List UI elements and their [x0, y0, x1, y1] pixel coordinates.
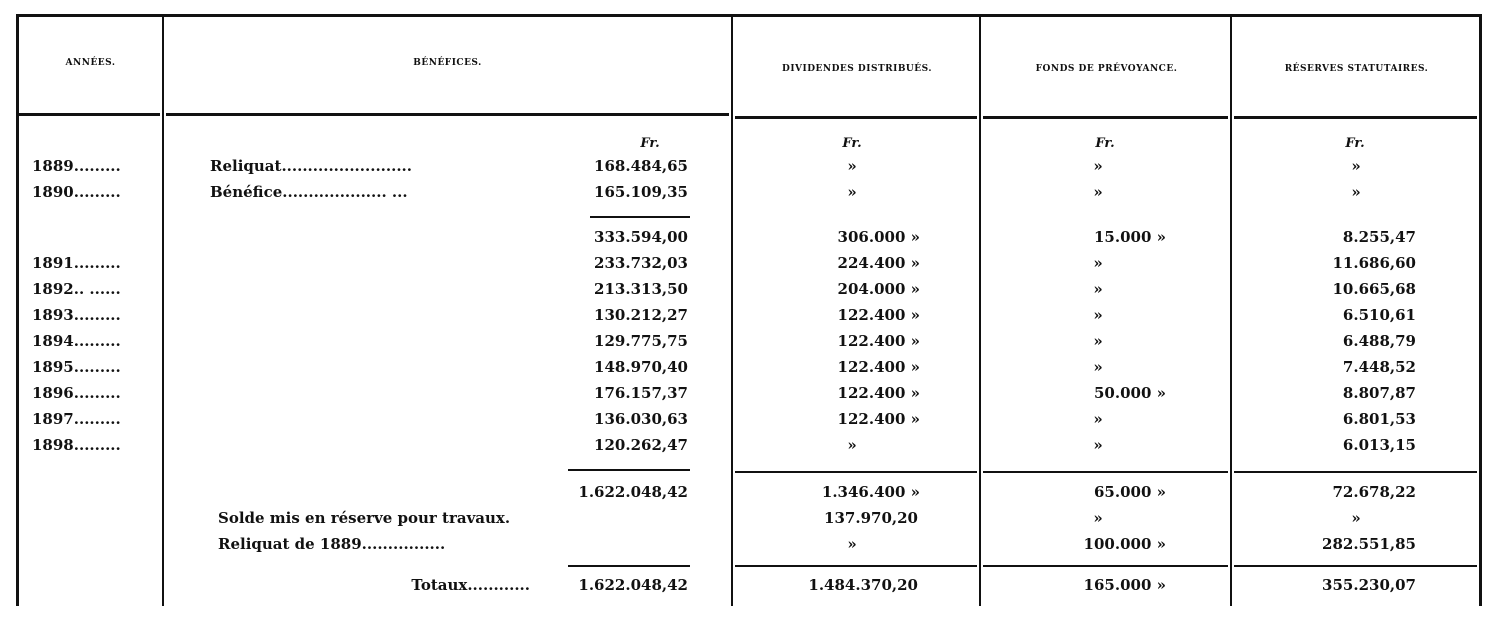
- cell-provident: »: [1093, 436, 1103, 454]
- cell-benefits: 120.262,47: [594, 436, 688, 454]
- header-provident: FONDS DE PRÉVOYANCE.: [1035, 64, 1178, 74]
- subtotal-provident: 65.000 »: [1093, 483, 1166, 501]
- cell-benefits: 333.594,00: [594, 228, 688, 246]
- cell-reserves: 10.665,68: [1332, 280, 1416, 298]
- header-years: ANNÉES.: [65, 58, 116, 68]
- cell-benefits: 233.732,03: [594, 254, 688, 272]
- cell-desc: Reliquat.........................: [210, 157, 413, 175]
- cell-year: 1895.........: [32, 358, 121, 376]
- subtotal-reserves: 72.678,22: [1332, 483, 1416, 501]
- cell-provident: 15.000 »: [1093, 228, 1166, 246]
- cell-benefits: 136.030,63: [594, 410, 688, 428]
- table-row: [0, 531, 1501, 557]
- cell-year: 1890.........: [32, 183, 121, 201]
- total-rule-reserves: [1234, 565, 1477, 567]
- cell-year: 1891.........: [32, 254, 121, 272]
- sum-rule-provident: [983, 471, 1228, 473]
- unit-dividends: Fr.: [842, 136, 862, 151]
- unit-reserves: Fr.: [1345, 136, 1365, 151]
- total-provident: 165.000 »: [1083, 576, 1166, 594]
- cell-dividends: 122.400 »: [837, 384, 920, 402]
- cell-reserves: 7.448,52: [1342, 358, 1416, 376]
- cell-provident: »: [1093, 410, 1103, 428]
- cell-year: 1897.........: [32, 410, 121, 428]
- total-benefits: 1.622.048,42: [578, 576, 688, 594]
- cell-year: 1898.........: [32, 436, 121, 454]
- header-reserves: RÉSERVES STATUTAIRES.: [1284, 64, 1429, 74]
- sum-rule-reserves: [1234, 471, 1477, 473]
- cell-reserves: 11.686,60: [1332, 254, 1416, 272]
- total-reserves: 355.230,07: [1322, 576, 1416, 594]
- cell-provident: 100.000 »: [1083, 535, 1166, 553]
- cell-benefits: 130.212,27: [594, 306, 688, 324]
- cell-provident: »: [1093, 183, 1103, 201]
- total-rule-benefits: [568, 565, 690, 567]
- table-row: [0, 505, 1501, 531]
- cell-dividends: 137.970,20: [824, 509, 918, 527]
- cell-year: 1892.. ......: [32, 280, 121, 298]
- table-row: [0, 354, 1501, 380]
- cell-dividends: 122.400 »: [837, 306, 920, 324]
- cell-reserves: 8.255,47: [1342, 228, 1416, 246]
- cell-dividends: »: [847, 436, 857, 454]
- cell-reserves: 6.013,15: [1342, 436, 1416, 454]
- subtotal-dividends: 1.346.400 »: [821, 483, 920, 501]
- cell-dividends: 204.000 »: [837, 280, 920, 298]
- cell-desc: Reliquat de 1889................: [218, 535, 446, 553]
- totals-row: [0, 572, 1501, 598]
- cell-desc: Bénéfice.................... ...: [210, 183, 408, 201]
- table-row: [0, 250, 1501, 276]
- cell-year: [32, 224, 162, 250]
- sum-rule-1: [590, 216, 690, 218]
- unit-benefits: Fr.: [640, 136, 660, 151]
- header-rule-dividends: [735, 116, 977, 119]
- cell-dividends: »: [847, 157, 857, 175]
- top-rule: [16, 14, 1482, 17]
- total-dividends: 1.484.370,20: [808, 576, 918, 594]
- table-row: [0, 328, 1501, 354]
- cell-year: 1896.........: [32, 384, 121, 402]
- cell-dividends: 122.400 »: [837, 410, 920, 428]
- cell-provident: »: [1093, 332, 1103, 350]
- cell-benefits: 168.484,65: [594, 157, 688, 175]
- cell-reserves: »: [1351, 509, 1361, 527]
- cell-benefits: 165.109,35: [594, 183, 688, 201]
- total-rule-dividends: [735, 565, 977, 567]
- table-row: [0, 276, 1501, 302]
- table-row: [0, 179, 1501, 205]
- header-dividends: DIVIDENDES DISTRIBUÉS.: [782, 64, 932, 74]
- cell-provident: »: [1093, 280, 1103, 298]
- cell-provident: 50.000 »: [1093, 384, 1166, 402]
- cell-dividends: »: [847, 535, 857, 553]
- cell-reserves: 6.801,53: [1342, 410, 1416, 428]
- cell-year: 1893.........: [32, 306, 121, 324]
- cell-reserves: 6.488,79: [1342, 332, 1416, 350]
- cell-provident: »: [1093, 306, 1103, 324]
- total-rule-provident: [983, 565, 1228, 567]
- cell-dividends: 306.000 »: [837, 228, 920, 246]
- header-rule-provident: [983, 116, 1228, 119]
- table-row: [0, 302, 1501, 328]
- cell-benefits: 148.970,40: [594, 358, 688, 376]
- cell-benefits: 176.157,37: [594, 384, 688, 402]
- cell-reserves: 8.807,87: [1342, 384, 1416, 402]
- table-row: [0, 153, 1501, 179]
- table-row: [0, 406, 1501, 432]
- table-row: [0, 380, 1501, 406]
- cell-provident: »: [1093, 157, 1103, 175]
- sum-rule-benefits: [568, 469, 690, 471]
- subtotal-row: [0, 479, 1501, 505]
- header-benefits: BÉNÉFICES.: [413, 58, 482, 68]
- cell-dividends: 224.400 »: [837, 254, 920, 272]
- table-row: [0, 224, 1501, 250]
- cell-dividends: 122.400 »: [837, 332, 920, 350]
- cell-reserves: 282.551,85: [1322, 535, 1416, 553]
- cell-reserves: »: [1351, 157, 1361, 175]
- cell-desc: Solde mis en réserve pour travaux.: [218, 509, 511, 527]
- cell-reserves: »: [1351, 183, 1361, 201]
- sum-rule-dividends: [735, 471, 977, 473]
- cell-year: 1889.........: [32, 157, 121, 175]
- header-rule-years: [19, 113, 160, 116]
- cell-benefits: 213.313,50: [594, 280, 688, 298]
- cell-provident: »: [1093, 509, 1103, 527]
- cell-dividends: 122.400 »: [837, 358, 920, 376]
- cell-dividends: »: [847, 183, 857, 201]
- cell-provident: »: [1093, 254, 1103, 272]
- cell-reserves: 6.510,61: [1342, 306, 1416, 324]
- header-rule-benefits: [166, 113, 729, 116]
- header-rule-reserves: [1234, 116, 1477, 119]
- table-row: [0, 432, 1501, 458]
- cell-provident: »: [1093, 358, 1103, 376]
- cell-year: 1894.........: [32, 332, 121, 350]
- unit-provident: Fr.: [1095, 136, 1115, 151]
- subtotal-benefits: 1.622.048,42: [578, 483, 688, 501]
- totals-label: Totaux............: [411, 576, 530, 594]
- cell-benefits: 129.775,75: [594, 332, 688, 350]
- units-row: [0, 134, 1501, 154]
